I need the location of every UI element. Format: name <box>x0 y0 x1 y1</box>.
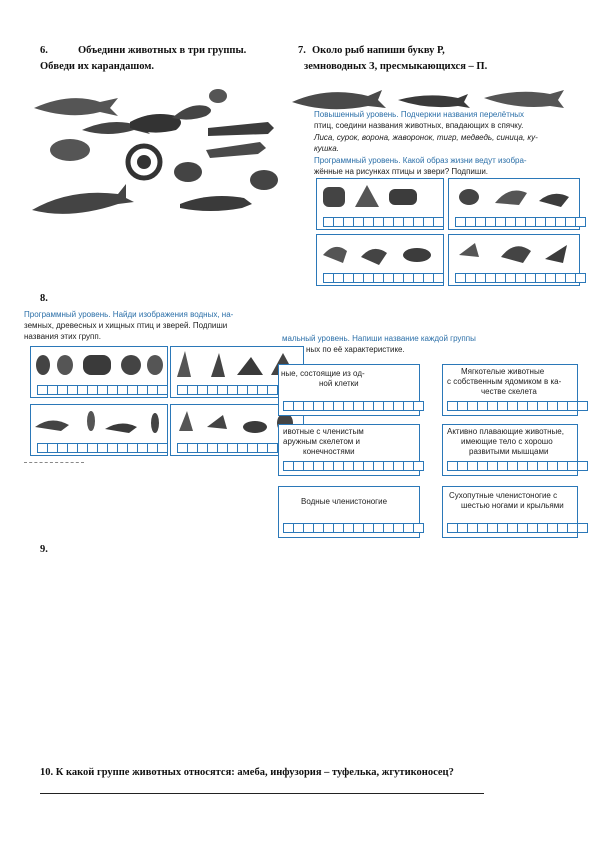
wb3-card-1 <box>278 364 420 416</box>
wb1-level-prog: Программный уровень. <box>314 156 401 165</box>
wb1-answer-cells-4[interactable] <box>455 273 585 283</box>
wb3-answer-cells-3[interactable] <box>283 461 423 471</box>
wb3-card1-line2: ной клетки <box>319 379 359 388</box>
wb3-task-2: ных по её характеристике. <box>306 345 405 354</box>
wb3-card6-line1: Сухопутные членистоногие с <box>449 491 558 500</box>
q6-animal-illustrations <box>30 80 280 240</box>
wb2-card-1-drawing <box>31 347 165 381</box>
wb3-card-5 <box>278 486 420 538</box>
wb3-card3-line3: конечностями <box>303 447 355 456</box>
wb3-level: мальный уровень. <box>282 334 350 343</box>
wb3-card2-line3: честве скелета <box>481 387 537 396</box>
wb3-card2-line2: с собственным ядомиком в ка- <box>447 377 562 386</box>
animals-drawing <box>30 80 280 240</box>
wb1-answer-cells-3[interactable] <box>323 273 443 283</box>
wb1-answer-cells-1[interactable] <box>323 217 443 227</box>
wb2-task-3: названия этих групп. <box>24 332 101 341</box>
wb3-card-4 <box>442 424 578 476</box>
workbook-scan-q8 <box>24 306 310 462</box>
workbook-scan-groups <box>276 330 588 542</box>
q6-number: 6. <box>40 45 48 56</box>
wb1-task-high-1: Подчеркни названия перелётных <box>400 110 525 119</box>
wb3-card5-line1: Водные членистоногие <box>301 497 388 506</box>
workbook-scan-q7 <box>288 80 588 290</box>
q7-instruction-line1: Около рыб напиши букву Р, <box>312 45 445 56</box>
wb3-card3-line2: аружным скелетом и <box>283 437 360 446</box>
wb2-card-1 <box>30 346 168 398</box>
wb3-card-3 <box>278 424 420 476</box>
separator-line <box>24 462 84 463</box>
wb2-task-2: земных, древесных и хищных птиц и зверей. Подпиши <box>24 321 228 330</box>
wb2-answer-cells-1[interactable] <box>37 385 167 395</box>
wb1-animals-2: кушка. <box>314 144 339 153</box>
wb3-card4-line3: развитыми мышцами <box>469 447 549 456</box>
q7-number: 7. <box>298 45 306 56</box>
land-animals-drawing <box>317 179 441 213</box>
wb3-card4-line1: Активно плавающие животные, <box>447 427 564 436</box>
wb1-card-water <box>316 234 444 286</box>
q6-instruction-line1: Объедини животных в три группы. <box>78 45 247 56</box>
wb2-level: Программный уровень. <box>24 310 111 319</box>
wb2-card-3 <box>30 404 168 456</box>
q10-answer-line[interactable] <box>40 793 484 794</box>
wb3-answer-cells-4[interactable] <box>447 461 587 471</box>
wb1-card-tree <box>448 178 580 230</box>
wb2-answer-cells-3[interactable] <box>37 443 167 453</box>
wb3-answer-cells-5[interactable] <box>283 523 423 533</box>
wb3-answer-cells-6[interactable] <box>447 523 587 533</box>
wb3-card1-line1: ные, состоящие из од- <box>281 369 365 378</box>
wb1-task-high-2: птиц, соедини названия животных, впадающих в спячку. <box>314 121 524 130</box>
q7-instruction-line2: земноводных З, пресмыкающихся – П. <box>304 61 488 72</box>
wb3-task-1: Напиши название каждой группы <box>352 334 476 343</box>
wb3-card-6 <box>442 486 578 538</box>
q6-instruction-line2: Обведи их карандашом. <box>40 61 155 72</box>
wb3-card2-line1: Мягкотелые животные <box>461 367 545 376</box>
wb1-animals-1: Лиса, сурок, ворона, жаворонок, тигр, медведь, синица, ку- <box>314 133 538 142</box>
wb3-answer-cells-1[interactable] <box>283 401 423 411</box>
wb3-answer-cells-2[interactable] <box>447 401 587 411</box>
wb3-card3-line1: ивотные с членистым <box>283 427 364 436</box>
q8-number: 8. <box>40 293 48 304</box>
air-animals-drawing <box>449 235 577 269</box>
tree-animals-drawing <box>449 179 577 213</box>
wb1-task-prog-1: Какой образ жизни ведут изобра- <box>402 156 527 165</box>
q10-question: 10. К какой группе животных относятся: амеба, инфузория – туфелька, жгутиконосец? <box>40 767 454 778</box>
wb3-card-2 <box>442 364 578 416</box>
wb3-card6-line2: шестью ногами и крыльями <box>461 501 564 510</box>
wb2-card-3-drawing <box>31 405 165 439</box>
water-animals-drawing <box>317 235 441 269</box>
q9-number: 9. <box>40 544 48 555</box>
wb3-card4-line2: имеющие тело с хорошо <box>461 437 553 446</box>
wb1-card-land <box>316 178 444 230</box>
wb1-level-high: Повышенный уровень. <box>314 110 399 119</box>
wb1-task-prog-2: жённые на рисунках птицы и звери? Подпиши. <box>314 167 489 176</box>
wb1-card-air <box>448 234 580 286</box>
wb2-task-1: Найди изображения водных, на- <box>112 310 234 319</box>
wb1-answer-cells-2[interactable] <box>455 217 585 227</box>
